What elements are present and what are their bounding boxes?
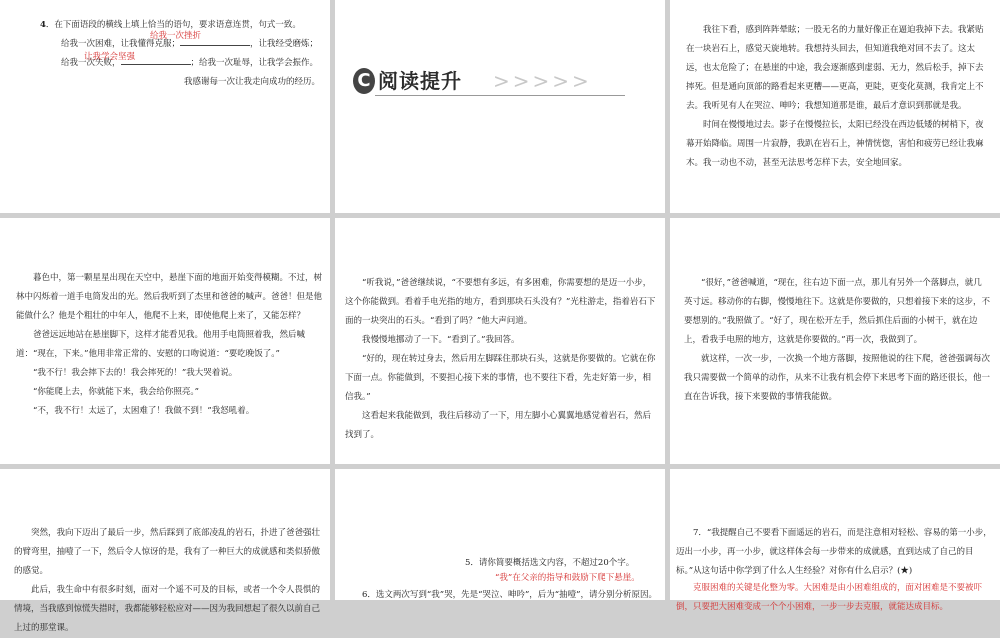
question-5: 5．请你简要概括选文内容，不超过20个字。 (465, 558, 635, 568)
paragraph: 就这样，一次一步，一次换一个地方落脚，按照他说的往下爬，爸爸强调每次我只需要做一个简单的动作，从来不让我有机会停下来思考下面的路还很长，他一直在告诉我，接下来要做的事情我能做。 (684, 354, 991, 402)
slide-2[interactable] (335, 0, 665, 213)
question-4: 4．在下面语段的横线上填上恰当的语句，要求语意连贯，句式一致。 给我一次困难，让我懂得克服； ，让我经受磨炼； 给我一次失败， ；给我一次耻辱，让我学会振作。 我感谢每一次让我走向成功的经历。 (40, 16, 322, 92)
slide-6[interactable] (670, 218, 1000, 464)
paragraph: 爸爸远远地站在悬崖脚下，这样才能看见我。他用手电筒照着我，然后喊道：“现在，下来。”他用非常正常的、安慰的口吻说道：“要吃晚饭了。” (16, 330, 306, 359)
slide-5[interactable] (335, 218, 665, 464)
closing-line: 我感谢每一次让我走向成功的经历。 (183, 77, 320, 87)
section-title: 阅读提升 (378, 69, 462, 93)
question-7 (676, 524, 992, 617)
passage-part-3 (345, 274, 657, 445)
paragraph: “很好，”爸爸喊道，“现在，往右边下面一点，那儿有另外一个落脚点，就几英寸远。移动你的右脚，慢慢地往下。这就是你要做的，只想着接下来的这步，不要想别的。”我照做了。“好了，现在松开左手，然后抓住后面的小树干，就在边上，看我手电照的地方，这就是你要做的。”再一次，我做到了。 (684, 278, 991, 345)
paragraph: 我往下看，感到阵阵晕眩；一股无名的力量好像正在逼迫我掉下去。我紧贴在一块岩石上，感觉天旋地转。我想持头回去，但知道我绝对回不去了。这太远，也太危险了；在悬崖的中途，我会逐渐感到虚弱、无力，然后松手，掉下去摔死。但是通向顶部的路看起来更糟——更高，更陡，更变化莫测，我肯定上不去。我听见有人在哭泣、呻吟；我想知道那是谁，最后才意识到那就是我。 (686, 25, 984, 111)
paragraph: 暮色中，第一颗星星出现在天空中，悬崖下面的地面开始变得模糊。不过，树林中闪烁着一道手电筒发出的光。然后我听到了杰里和爸爸的喊声。爸爸！但是他能做什么？他是个粗壮的中年人，他爬不上来，即使他爬上来了，又能怎样？ (16, 273, 323, 321)
slide-4[interactable] (0, 218, 330, 464)
slide-1[interactable] (0, 0, 330, 213)
section-letter-badge: C (353, 68, 375, 94)
passage-part-4 (684, 274, 990, 407)
paragraph: 我慢慢地挪动了一下。“看到了。”我回答。 (362, 335, 520, 345)
answer-5: “我”在父亲的指导和鼓励下爬下悬崖。 (495, 573, 640, 583)
chevrons-decoration: >>>>> (493, 69, 592, 93)
slide-8[interactable] (335, 469, 665, 600)
answer-7: 克服困难的关键是化整为零。大困难是由小困难组成的，面对困难是不要被吓倒，只要把大困难变成一个个小困难，一步一步去克服，就能达成目标。 (676, 583, 983, 612)
paragraph: “不，我不行！太远了，太困难了！我做不到！”我怒吼着。 (33, 406, 255, 416)
slide-7[interactable] (0, 469, 330, 633)
paragraph: “我不行！我会摔下去的！我会摔死的！”我大哭着说。 (33, 368, 238, 378)
passage-part-5 (14, 524, 320, 638)
paragraph: “好的，现在转过身去，然后用左脚踩住那块石头，这就是你要做的。它就在你下面一点。你能做到，不要担心接下来的事情，也不要往下看，先走好第一步，相信我。” (345, 354, 656, 402)
passage-part-1 (686, 21, 990, 173)
slide-3[interactable] (670, 0, 1000, 213)
paragraph: 此后，我生命中有很多时刻，面对一个遥不可及的目标，或者一个令人畏惧的情境，当我感到惊慌失措时，我都能够轻松应对——因为我回想起了很久以前自己上过的那堂课。 (14, 585, 321, 633)
slide-9[interactable] (670, 469, 1000, 612)
paragraph: 突然，我向下迈出了最后一步，然后踩到了底部凌乱的岩石，扑进了爸爸强壮的臂弯里，抽噎了一下，然后令人惊讶的是，我有了一种巨大的成就感和类似骄傲的感觉。 (14, 528, 321, 576)
paragraph: 这看起来我能做到，我往后移动了一下，用左脚小心翼翼地感觉着岩石，然后找到了。 (345, 411, 652, 440)
passage-part-2 (16, 269, 322, 421)
questions-5-6 (345, 554, 657, 605)
question-7-text: 7．“我提醒自己不要看下面遥远的岩石，而是注意相对轻松、容易的第一小步，迈出一小步，再一小步，就这样体会每一步带来的成就感，直到达成了自己的目标。”从这句话中你学到了什么人生经验？对你有什么启示？(★) (676, 528, 992, 576)
header-underline (375, 95, 625, 96)
paragraph: “听我说，”爸爸继续说，“不要想有多远，有多困难，你需要想的是迈一小步，这个你能做到。看着手电光指的地方，看到那块石头没有？”光柱游走，指着岩石下面的一块突出的石头。“看到了吗？”他大声问道。 (345, 278, 656, 326)
paragraph: 时间在慢慢地过去。影子在慢慢拉长，太阳已经没在西边低矮的树梢下，夜幕开始降临。周围一片寂静，我趴在岩石上，神情恍惚，害怕和疲劳已经让我麻木。我一动也不动，甚至无法思考怎样下去，安全地回家。 (686, 120, 984, 168)
paragraph: “你能爬上去，你就能下来，我会给你照亮。” (33, 387, 199, 397)
question-6: 6．选文两次写到“我”哭，先是“哭泣、呻吟”，后为“抽噎”，请分别分析原因。 (362, 590, 657, 600)
section-header (353, 68, 633, 98)
answer-blank-1: 给我一次挫折 (150, 31, 202, 41)
question-number: 4 (40, 20, 46, 30)
answer-blank-2: 让我学会坚强 (84, 52, 136, 62)
